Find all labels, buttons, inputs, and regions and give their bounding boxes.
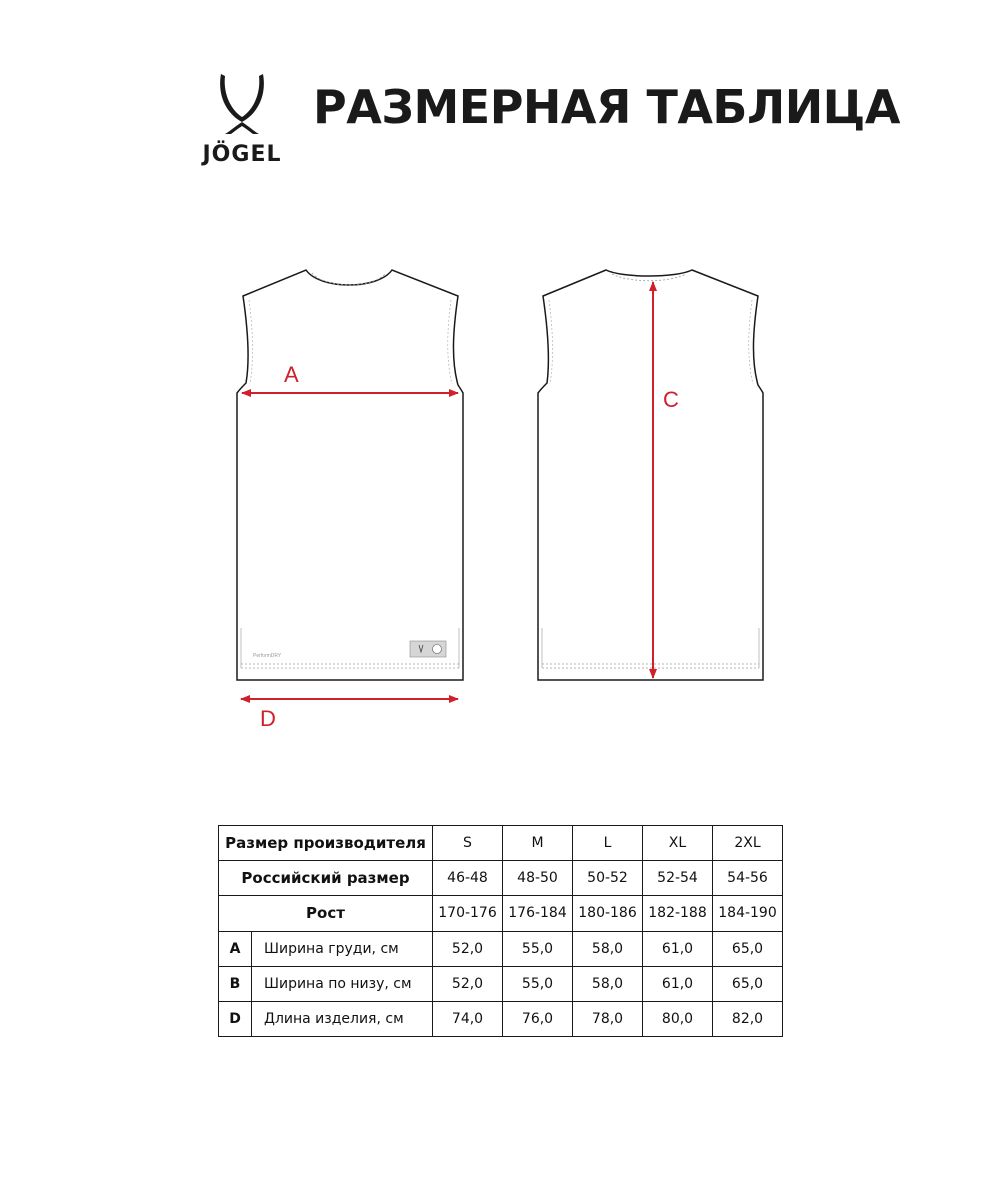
measure-c-label: C [663,387,679,412]
measure-code: D [219,1001,252,1036]
measure-value: 74,0 [433,1001,503,1036]
brand-name: JÖGEL [202,142,282,167]
measure-value: 80,0 [643,1001,713,1036]
measure-code: B [219,966,252,1001]
measure-value: 65,0 [713,966,783,1001]
table-row [219,966,783,1001]
measure-value: 52,0 [433,966,503,1001]
measure-value: 58,0 [573,931,643,966]
measure-value: 61,0 [643,966,713,1001]
front-outline [237,270,463,680]
size-cell: XL [643,826,713,861]
measure-value: 52,0 [433,931,503,966]
garment-print: PerformDRY [253,653,282,659]
size-cell: S [433,826,503,861]
measure-value: 55,0 [503,931,573,966]
size-cell: 2XL [713,826,783,861]
ru-size-cell: 48-50 [503,861,573,896]
height-cell: 170-176 [433,896,503,931]
measure-d-label: D [260,706,276,731]
height-cell: 182-188 [643,896,713,931]
size-table [218,825,783,1037]
table-row [219,931,783,966]
measure-value: 78,0 [573,1001,643,1036]
measure-value: 76,0 [503,1001,573,1036]
table-row [219,861,783,896]
measure-name: Длина изделия, см [252,1001,433,1036]
size-cell: M [503,826,573,861]
measure-value: 58,0 [573,966,643,1001]
measure-value: 82,0 [713,1001,783,1036]
measure-value: 61,0 [643,931,713,966]
garment-label-badge-icon [433,645,442,654]
height-cell: 176-184 [503,896,573,931]
ru-size-label: Российский размер [219,861,433,896]
measure-name: Ширина по низу, см [252,966,433,1001]
page-title: РАЗМЕРНАЯ ТАБЛИЦА [313,80,900,134]
table-row [219,826,783,861]
measure-value: 65,0 [713,931,783,966]
back-outline [538,270,763,680]
back-view [538,270,763,680]
size-cell: L [573,826,643,861]
ru-size-cell: 52-54 [643,861,713,896]
front-view [237,270,463,731]
table-row [219,896,783,931]
height-cell: 184-190 [713,896,783,931]
ru-size-cell: 46-48 [433,861,503,896]
table-row [219,1001,783,1036]
measure-value: 55,0 [503,966,573,1001]
height-label: Рост [219,896,433,931]
measure-name: Ширина груди, см [252,931,433,966]
ru-size-cell: 50-52 [573,861,643,896]
height-cell: 180-186 [573,896,643,931]
ru-size-cell: 54-56 [713,861,783,896]
measure-code: A [219,931,252,966]
measure-a-label: A [284,362,299,387]
header-label: Размер производителя [219,826,433,861]
